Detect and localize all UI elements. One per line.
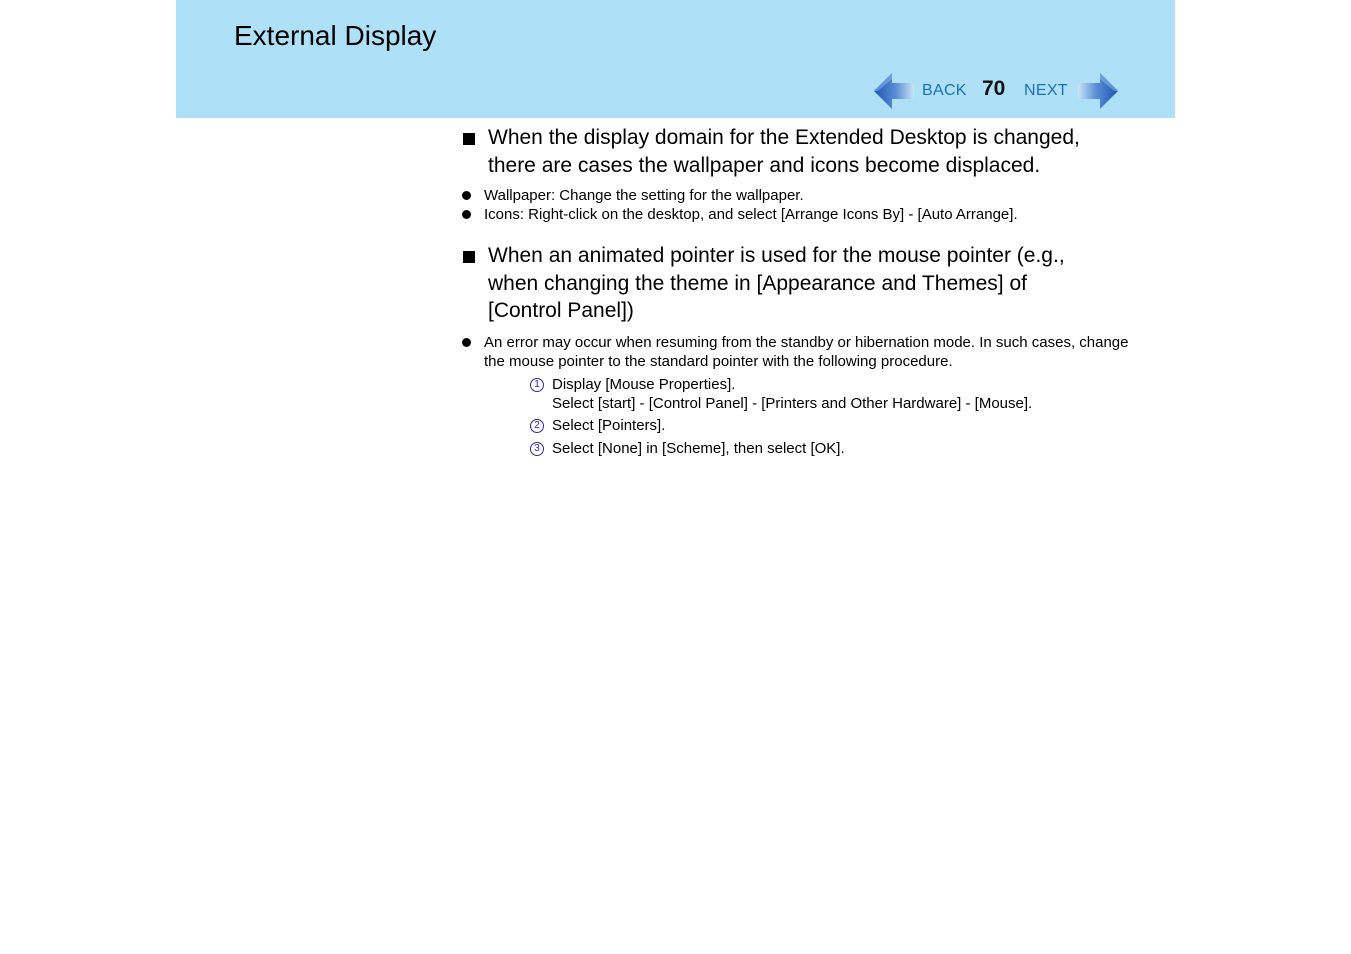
heading-line: when changing the theme in [Appearance and Themes] of (488, 271, 1027, 295)
procedure-step (530, 416, 1131, 435)
procedure-step (530, 375, 1131, 413)
section-heading (461, 124, 1131, 179)
next-button[interactable] (1024, 72, 1118, 110)
step-number-icon: 2 (530, 419, 544, 433)
page-header (176, 0, 1175, 118)
page-content (461, 124, 1131, 458)
step-text: Select [None] in [Scheme], then select [OK]. (552, 439, 845, 457)
next-label: NEXT (1024, 82, 1068, 99)
back-label: BACK (922, 82, 967, 99)
procedure-step (530, 439, 1131, 458)
arrow-right-icon (1078, 72, 1118, 110)
bullet-list (461, 186, 1131, 224)
step-number-icon: 3 (530, 442, 544, 456)
bullet-text: An error may occur when resuming from the standby or hibernation mode. In such cases, change the mouse pointer to the standard pointer with the following procedure. (484, 333, 1129, 370)
bullet-dot-icon (462, 338, 471, 347)
step-text: Select [Pointers]. (552, 416, 666, 434)
heading-line: When an animated pointer is used for the mouse pointer (e.g., (488, 244, 1065, 267)
bullet-text: Icons: Right-click on the desktop, and select [Arrange Icons By] - [Auto Arrange]. (484, 206, 1018, 223)
page-title: External Display (234, 20, 437, 51)
page-number: 70 (982, 77, 1006, 100)
section-heading (461, 242, 1131, 325)
step-number-icon: 1 (530, 378, 544, 392)
step-text: Select [start] - [Control Panel] - [Printers and Other Hardware] - [Mouse]. (552, 394, 1033, 412)
square-bullet-icon (463, 133, 475, 145)
bullet-list (461, 333, 1131, 371)
heading-line: [Control Panel]) (488, 299, 634, 322)
arrow-left-icon (874, 72, 914, 110)
heading-line: there are cases the wallpaper and icons become displaced. (488, 153, 1041, 177)
bullet-dot-icon (462, 191, 471, 200)
bullet-dot-icon (462, 210, 471, 219)
list-item (461, 333, 1131, 371)
list-item (461, 186, 1131, 205)
page-navigation (874, 72, 1118, 110)
heading-line: When the display domain for the Extended Desktop is changed, (488, 126, 1080, 149)
square-bullet-icon (463, 251, 475, 263)
list-item (461, 205, 1131, 224)
step-text: Display [Mouse Properties]. (552, 375, 736, 393)
procedure-steps (461, 375, 1131, 458)
bullet-text: Wallpaper: Change the setting for the wallpaper. (484, 187, 804, 204)
